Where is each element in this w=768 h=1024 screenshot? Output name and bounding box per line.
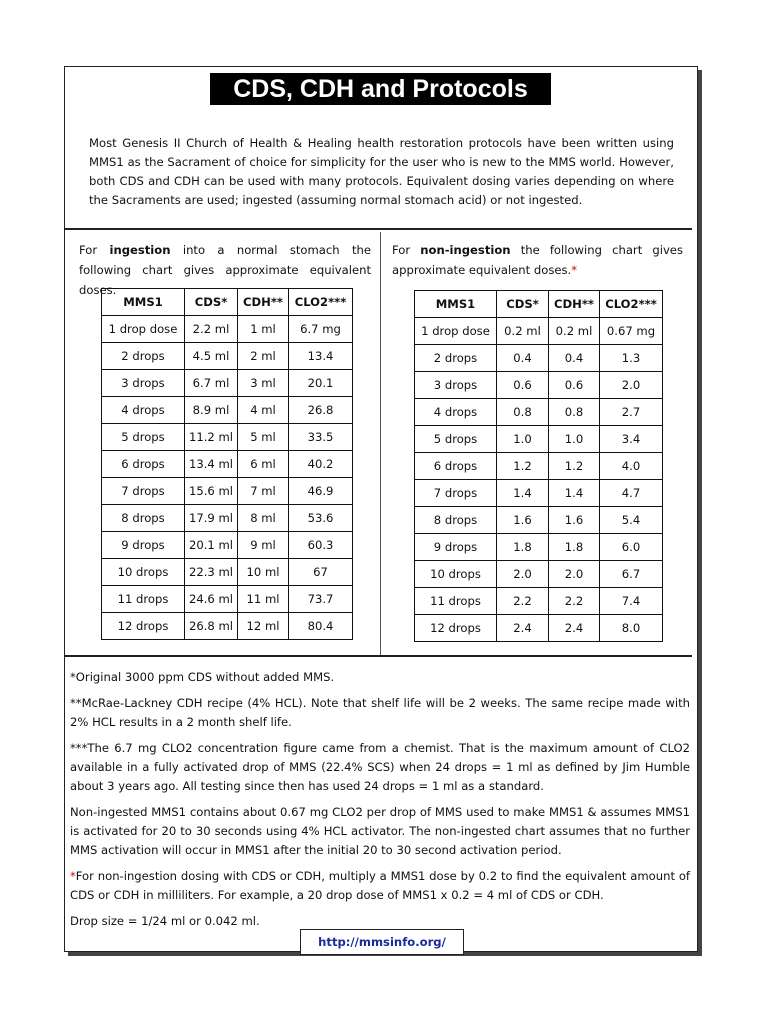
column-divider <box>380 232 381 656</box>
note-multiply-star: * <box>70 869 76 883</box>
note-drop-size: Drop size = 1/24 ml or 0.042 ml. <box>70 914 260 928</box>
table-cell: 2.2 <box>497 588 549 615</box>
column-header: MMS1 <box>102 289 185 316</box>
table-cell: 10 drops <box>415 561 497 588</box>
table-row <box>102 478 353 505</box>
table-cell: 4 drops <box>415 399 497 426</box>
table-cell: 2.7 <box>600 399 663 426</box>
intro-paragraph: Most Genesis II Church of Health & Healing health restoration protocols have been written using MMS1 as the Sacrament of choice for simplicity for the user who is new to the MMS world. However, both CDS and CDH can be used with many protocols. Equivalent dosing varies depending on where the Sacraments are used; ingested (assuming normal stomach acid) or not ingested. <box>89 136 674 207</box>
table-cell: 7 ml <box>238 478 289 505</box>
table-cell: 8.9 ml <box>185 397 238 424</box>
table-cell: 1 ml <box>238 316 289 343</box>
table-row <box>102 559 353 586</box>
footnote-clo2: ***The 6.7 mg CLO2 concentration figure came from a chemist. That is the maximum amount of CLO2 available in a fully activated drop of MMS (22.4% SCS) when 24 drops = 1 ml as defined by Jim Humble about 3 years ago. All testing since then has used 24 drops = 1 ml as a standard. <box>70 741 690 793</box>
table-cell: 2.0 <box>600 372 663 399</box>
table-row <box>415 507 663 534</box>
table-row <box>415 534 663 561</box>
table-row <box>102 532 353 559</box>
table-cell: 10 drops <box>102 559 185 586</box>
table-cell: 1.3 <box>600 345 663 372</box>
table-cell: 2.0 <box>549 561 600 588</box>
table-row <box>415 588 663 615</box>
table-cell: 1.8 <box>497 534 549 561</box>
ingestion-lead-pre: For <box>79 243 110 257</box>
table-cell: 2.4 <box>497 615 549 642</box>
table-cell: 1.2 <box>497 453 549 480</box>
column-header: CDH** <box>238 289 289 316</box>
table-cell: 6.7 mg <box>289 316 353 343</box>
table-cell: 60.3 <box>289 532 353 559</box>
table-cell: 11 drops <box>102 586 185 613</box>
table-cell: 20.1 <box>289 370 353 397</box>
table-cell: 7 drops <box>102 478 185 505</box>
table-cell: 2 drops <box>102 343 185 370</box>
table-cell: 13.4 <box>289 343 353 370</box>
table-cell: 7.4 <box>600 588 663 615</box>
column-header: CDS* <box>497 291 549 318</box>
ingestion-lead-post: into a normal stomach the following chart gives approximate equivalent doses. <box>79 243 371 297</box>
non-ingestion-lead-post: the following chart gives approximate equivalent doses. <box>392 243 683 277</box>
table-cell: 20.1 ml <box>185 532 238 559</box>
table-cell: 3 ml <box>238 370 289 397</box>
table-cell: 1.6 <box>497 507 549 534</box>
table-cell: 8 drops <box>102 505 185 532</box>
table-cell: 67 <box>289 559 353 586</box>
table-cell: 0.4 <box>497 345 549 372</box>
column-header: CDS* <box>185 289 238 316</box>
table-cell: 40.2 <box>289 451 353 478</box>
table-cell: 6 ml <box>238 451 289 478</box>
table-cell: 10 ml <box>238 559 289 586</box>
table-row <box>102 397 353 424</box>
table-row <box>415 615 663 642</box>
table-cell: 26.8 <box>289 397 353 424</box>
table-cell: 1.2 <box>549 453 600 480</box>
table-cell: 1.0 <box>549 426 600 453</box>
table-cell: 0.6 <box>549 372 600 399</box>
table-cell: 9 drops <box>415 534 497 561</box>
table-cell: 2.4 <box>549 615 600 642</box>
table-row <box>102 343 353 370</box>
table-cell: 53.6 <box>289 505 353 532</box>
table-cell: 9 drops <box>102 532 185 559</box>
table-cell: 80.4 <box>289 613 353 640</box>
table-cell: 1 drop dose <box>415 318 497 345</box>
table-cell: 1 drop dose <box>102 316 185 343</box>
table-cell: 6.7 <box>600 561 663 588</box>
table-cell: 0.8 <box>549 399 600 426</box>
table-cell: 1.4 <box>549 480 600 507</box>
table-row <box>415 399 663 426</box>
ingestion-lead-bold: ingestion <box>109 243 171 257</box>
table-cell: 9 ml <box>238 532 289 559</box>
divider-top <box>65 228 692 230</box>
table-cell: 33.5 <box>289 424 353 451</box>
column-header: MMS1 <box>415 291 497 318</box>
table-cell: 3 drops <box>415 372 497 399</box>
table-cell: 12 drops <box>102 613 185 640</box>
column-header: CDH** <box>549 291 600 318</box>
table-row <box>102 316 353 343</box>
table-cell: 5 ml <box>238 424 289 451</box>
table-cell: 2 ml <box>238 343 289 370</box>
table-cell: 5 drops <box>102 424 185 451</box>
table-cell: 0.67 mg <box>600 318 663 345</box>
table-row <box>415 372 663 399</box>
table-row <box>415 426 663 453</box>
non-ingestion-lead-pre: For <box>392 243 421 257</box>
table-cell: 5.4 <box>600 507 663 534</box>
table-cell: 6 drops <box>102 451 185 478</box>
table-cell: 46.9 <box>289 478 353 505</box>
table-row <box>102 586 353 613</box>
footnote-cdh: **McRae-Lackney CDH recipe (4% HCL). Note that shelf life will be 2 weeks. The same recipe made with 2% HCL results in a 2 month shelf life. <box>70 696 690 729</box>
table-cell: 5 drops <box>415 426 497 453</box>
table-cell: 8 drops <box>415 507 497 534</box>
table-cell: 4.7 <box>600 480 663 507</box>
table-cell: 2.0 <box>497 561 549 588</box>
table-row <box>415 453 663 480</box>
table-cell: 6.7 ml <box>185 370 238 397</box>
table-cell: 73.7 <box>289 586 353 613</box>
non-ingestion-lead <box>392 240 683 280</box>
table-cell: 0.2 ml <box>497 318 549 345</box>
table-cell: 1.4 <box>497 480 549 507</box>
footnote-cds: *Original 3000 ppm CDS without added MMS. <box>70 670 335 684</box>
non-ingestion-dose-table <box>414 290 663 642</box>
divider-bottom <box>65 655 692 657</box>
table-cell: 17.9 ml <box>185 505 238 532</box>
table-cell: 4.5 ml <box>185 343 238 370</box>
table-row <box>415 480 663 507</box>
column-header: CLO2*** <box>289 289 353 316</box>
table-cell: 2.2 <box>549 588 600 615</box>
table-row <box>102 451 353 478</box>
table-cell: 1.6 <box>549 507 600 534</box>
table-cell: 11.2 ml <box>185 424 238 451</box>
table-cell: 1.8 <box>549 534 600 561</box>
table-cell: 2 drops <box>415 345 497 372</box>
table-cell: 12 ml <box>238 613 289 640</box>
table-row <box>415 561 663 588</box>
table-cell: 4 drops <box>102 397 185 424</box>
page-title: CDS, CDH and Protocols <box>210 73 551 105</box>
table-cell: 26.8 ml <box>185 613 238 640</box>
website-link[interactable]: http://mmsinfo.org/ <box>300 929 464 955</box>
table-cell: 0.4 <box>549 345 600 372</box>
table-cell: 4 ml <box>238 397 289 424</box>
table-cell: 2.2 ml <box>185 316 238 343</box>
table-cell: 11 ml <box>238 586 289 613</box>
table-cell: 3.4 <box>600 426 663 453</box>
note-multiply <box>70 867 690 905</box>
note-multiply-text: For non-ingestion dosing with CDS or CDH, multiply a MMS1 dose by 0.2 to find the equivalent amount of CDS or CDH in milliliters. For example, a 20 drop dose of MMS1 x 0.2 = 4 ml of CDS or CDH. <box>70 869 690 902</box>
table-cell: 0.2 ml <box>549 318 600 345</box>
table-cell: 3 drops <box>102 370 185 397</box>
non-ingestion-star: * <box>571 263 578 277</box>
table-cell: 0.6 <box>497 372 549 399</box>
table-cell: 0.8 <box>497 399 549 426</box>
table-row <box>102 424 353 451</box>
table-row <box>415 318 663 345</box>
table-cell: 8.0 <box>600 615 663 642</box>
table-row <box>102 613 353 640</box>
table-header-row <box>415 291 663 318</box>
table-cell: 7 drops <box>415 480 497 507</box>
table-cell: 1.0 <box>497 426 549 453</box>
table-row <box>102 505 353 532</box>
table-row <box>415 345 663 372</box>
table-cell: 6.0 <box>600 534 663 561</box>
table-cell: 15.6 ml <box>185 478 238 505</box>
table-cell: 12 drops <box>415 615 497 642</box>
table-cell: 8 ml <box>238 505 289 532</box>
note-non-ingested: Non-ingested MMS1 contains about 0.67 mg CLO2 per drop of MMS used to make MMS1 & assumes MMS1 is activated for 20 to 30 seconds using 4% HCL activator. The non-ingested chart assumes that no further MMS activation will occur in MMS1 after the initial 20 to 30 second activation period. <box>70 805 690 857</box>
table-cell: 13.4 ml <box>185 451 238 478</box>
footnotes <box>70 668 690 938</box>
non-ingestion-lead-bold: non-ingestion <box>420 243 511 257</box>
column-header: CLO2*** <box>600 291 663 318</box>
table-cell: 6 drops <box>415 453 497 480</box>
table-cell: 11 drops <box>415 588 497 615</box>
table-cell: 22.3 ml <box>185 559 238 586</box>
table-header-row <box>102 289 353 316</box>
table-row <box>102 370 353 397</box>
table-cell: 24.6 ml <box>185 586 238 613</box>
ingestion-dose-table <box>101 288 353 640</box>
table-cell: 4.0 <box>600 453 663 480</box>
